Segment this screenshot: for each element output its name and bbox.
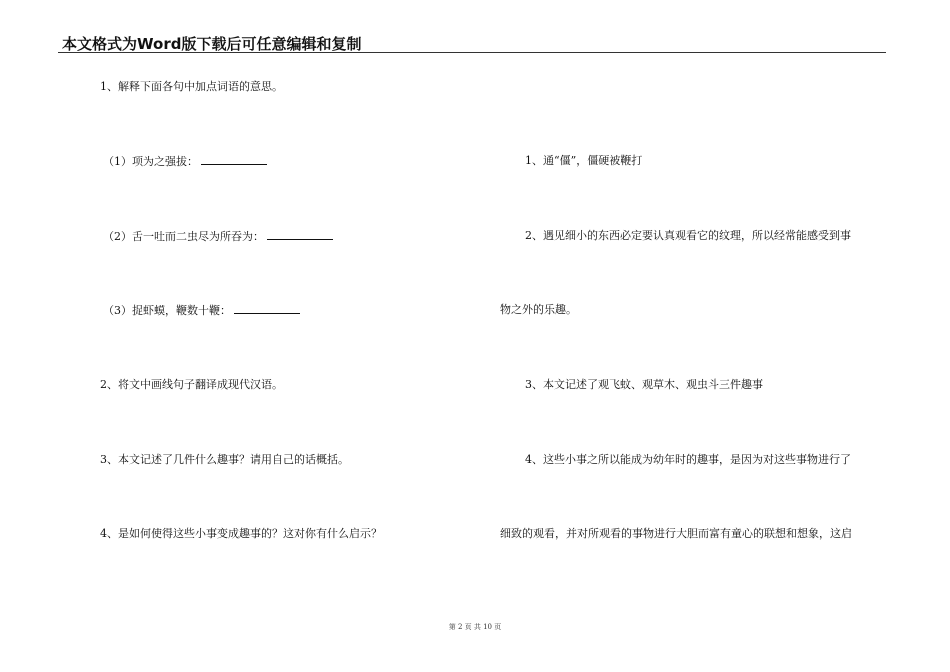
answer-blank	[267, 229, 333, 240]
question-1-item-3-text: （3）捉虾蟆，鞭数十鞭：	[103, 304, 231, 317]
answer-4-line-2: 细致的观看，并对所观看的事物进行大胆而富有童心的联想和想象，这启	[500, 527, 852, 540]
header-divider	[58, 52, 886, 53]
question-4: 4、是如何使得这些小事变成趣事的？这对你有什么启示？	[100, 527, 382, 540]
answer-2-line-2: 物之外的乐趣。	[500, 303, 577, 316]
answer-2-line-1: 2、遇见细小的东西必定要认真观看它的纹理，所以经常能感受到事	[525, 229, 851, 242]
answer-4-line-1: 4、这些小事之所以能成为幼年时的趣事，是因为对这些事物进行了	[525, 453, 851, 466]
answer-blank	[234, 303, 300, 314]
question-3: 3、本文记述了几件什么趣事？请用自己的话概括。	[100, 453, 349, 466]
document-header-title: 本文格式为Word版下载后可任意编辑和复制	[62, 35, 362, 53]
answer-1: 1、通“僵”，僵硬被鞭打	[525, 154, 643, 167]
question-1: 1、解释下面各句中加点词语的意思。	[100, 80, 283, 93]
answer-blank	[201, 154, 267, 165]
question-1-item-1-text: （1）项为之强拔：	[103, 155, 198, 168]
question-2: 2、将文中画线句子翻译成现代汉语。	[100, 378, 283, 391]
question-1-item-3	[103, 303, 300, 318]
question-1-item-1	[103, 154, 267, 169]
answer-3: 3、本文记述了观飞蚊、观草木、观虫斗三件趣事	[525, 378, 763, 391]
page-number-footer: 第 2 页 共 10 页	[448, 623, 502, 631]
question-1-item-2-text: （2）舌一吐而二虫尽为所吞为：	[103, 230, 264, 243]
question-1-item-2	[103, 229, 333, 244]
